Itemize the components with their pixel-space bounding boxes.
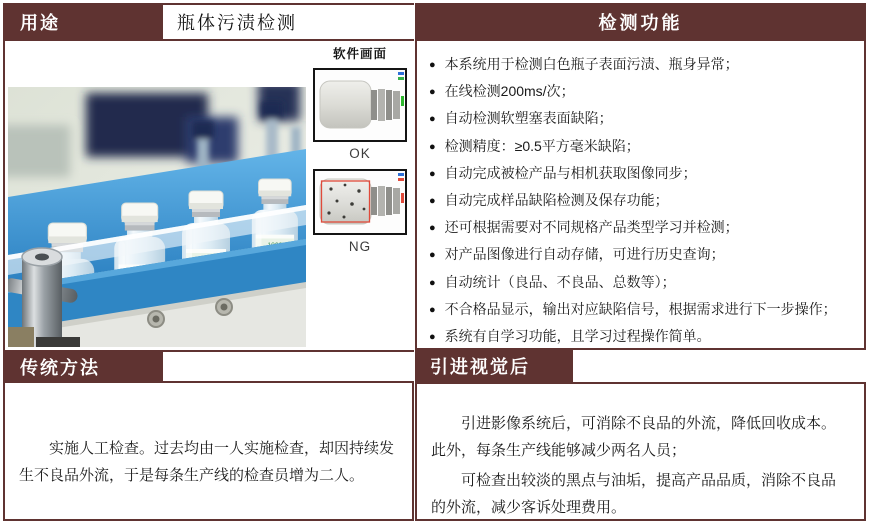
- feature-bullet: ● 检测精度：≥0.5平方毫米缺陷；: [429, 133, 858, 160]
- feature-bullet: ● 还可根据需要对不同规格产品类型学习并检测；: [429, 214, 858, 241]
- ok-marker: [401, 96, 404, 106]
- ng-bottle-illustration: [315, 171, 405, 233]
- feature-bullet: ● 自动完成样品缺陷检测及保存功能；: [429, 187, 858, 214]
- right-panel: [415, 3, 866, 521]
- ok-label: OK: [349, 146, 371, 161]
- traditional-header-row: [5, 350, 414, 383]
- left-panel: [3, 3, 414, 521]
- ng-marker: [401, 193, 404, 203]
- ng-sample-image: [313, 169, 407, 235]
- functions-header: 检测功能: [415, 3, 866, 41]
- feature-bullet: ● 自动统计（良品、不良品、总数等）；: [429, 269, 858, 296]
- traditional-section-label: 传统方法: [5, 352, 163, 381]
- feature-bullet: ● 本系统用于检测白色瓶子表面污渍、瓶身异常；: [429, 51, 858, 78]
- functions-list-box: [415, 41, 866, 348]
- purpose-header-row: [5, 3, 414, 41]
- feature-bullet: ● 不合格品显示，输出对应缺陷信号，根据需求进行下一步操作；: [429, 296, 858, 323]
- software-screens-column: [309, 44, 411, 262]
- production-line-photo: [8, 87, 306, 347]
- after-vision-paragraph-2: 可检查出较淡的黑点与油垢，提高产品品质，消除不良品的外流，减少客诉处理费用。: [431, 472, 837, 516]
- feature-bullet: ● 对产品图像进行自动存储，可进行历史查询；: [429, 241, 858, 268]
- traditional-text: 实施人工检查。过去均由一人实施检查，却因持续发生不良品外流，于是每条生产线的检查员增为二人。: [19, 440, 395, 484]
- after-vision-section-label: 引进视觉后: [415, 350, 573, 382]
- after-vision-header-row: [415, 348, 866, 384]
- ok-sample-image: [313, 68, 407, 142]
- feature-bullet: ● 在线检测200ms/次；: [429, 78, 858, 105]
- software-screen-label: 软件画面: [332, 47, 387, 61]
- ng-label: NG: [348, 239, 372, 254]
- feature-bullet: ● 自动检测软塑塞表面缺陷；: [429, 105, 858, 132]
- feature-bullet: ● 自动完成被检产品与相机获取图像同步；: [429, 160, 858, 187]
- ok-bottle-illustration: [315, 70, 405, 140]
- page-title: 瓶体污渍检测: [177, 13, 297, 33]
- after-vision-description-box: [415, 384, 866, 521]
- functions-list: [429, 51, 858, 350]
- production-line-illustration: [8, 87, 306, 347]
- after-vision-paragraph-1: 引进影像系统后，可消除不良品的外流，降低回收成本。此外，每条生产线能够减少两名人员；: [431, 415, 837, 459]
- feature-bullet: ● 系统有自学习功能，且学习过程操作简单。: [429, 323, 858, 350]
- traditional-description-box: [5, 383, 414, 521]
- purpose-section-label: 用途: [5, 5, 163, 39]
